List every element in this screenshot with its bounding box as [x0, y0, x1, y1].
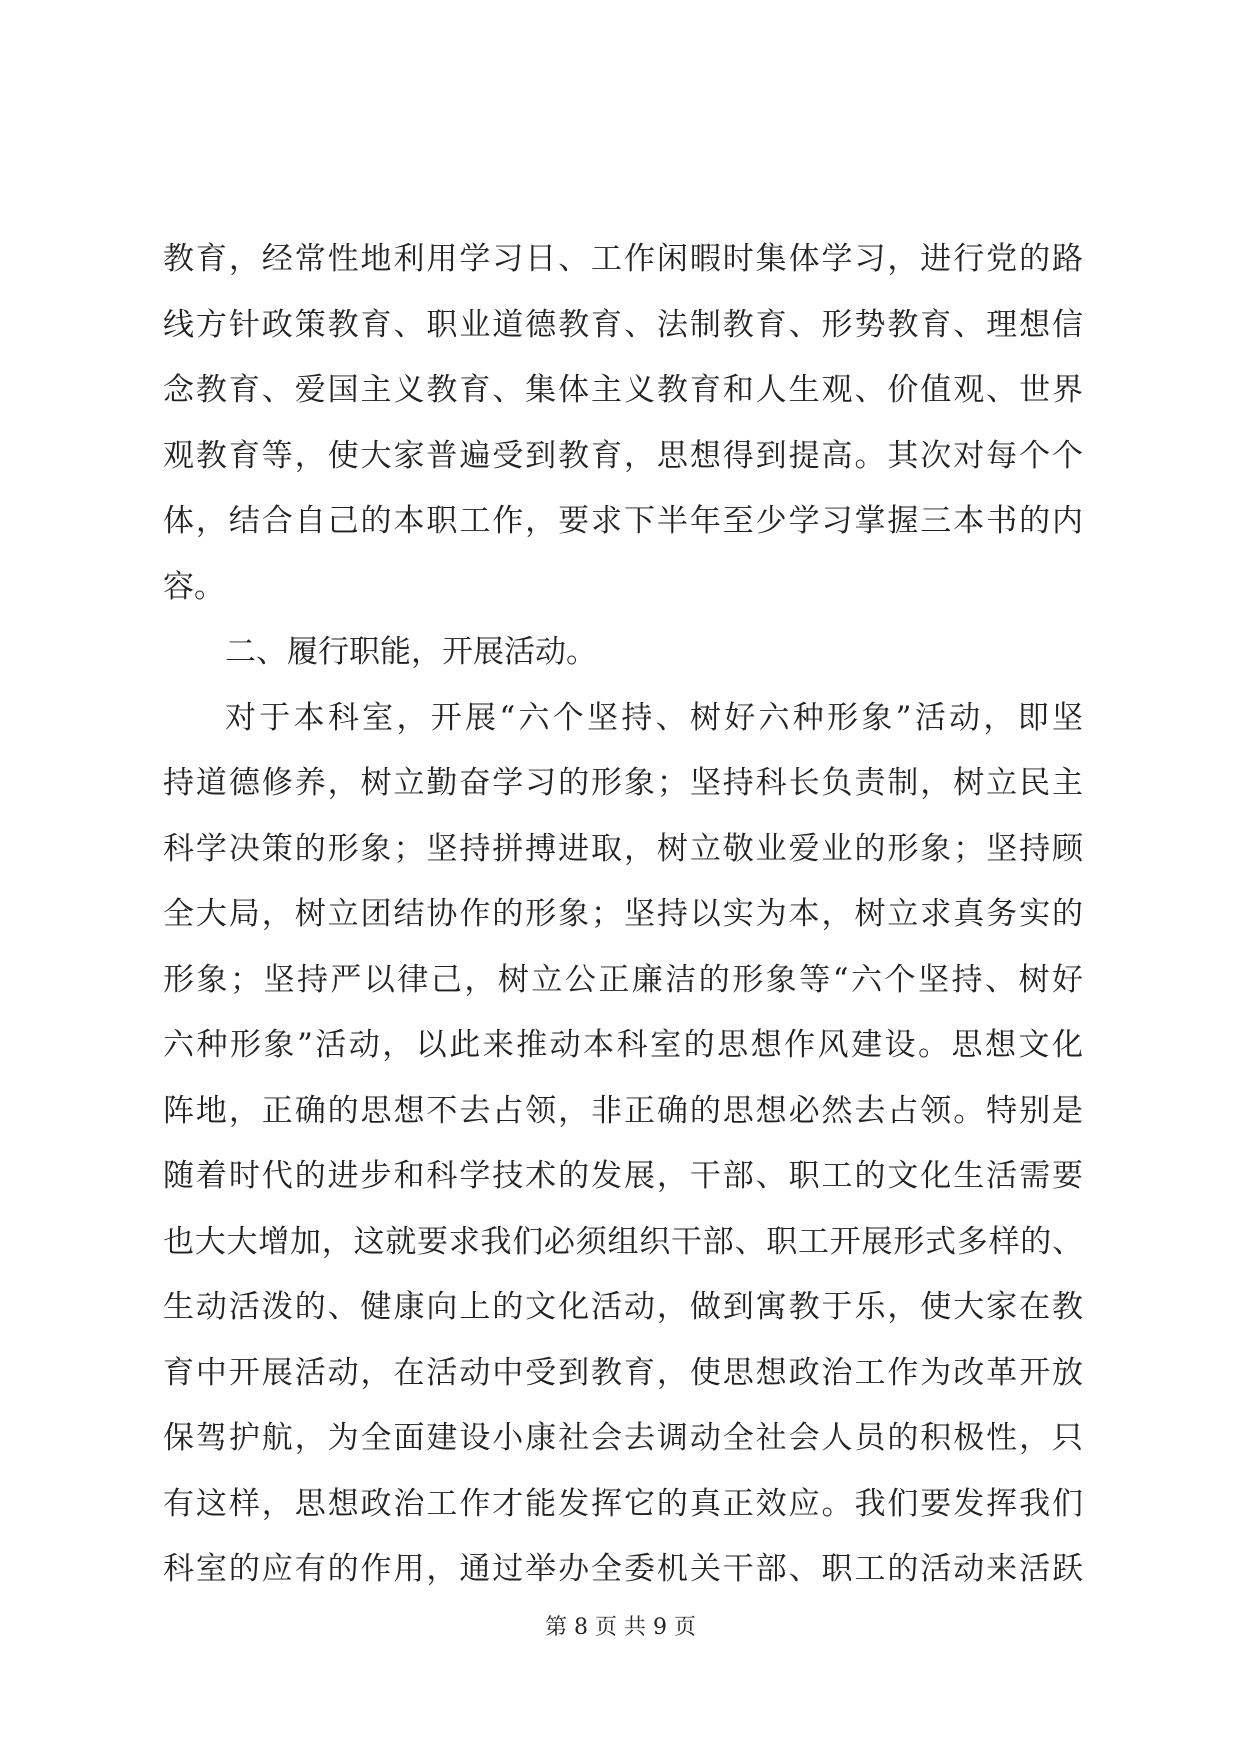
- text-line: 生动活泼的、健康向上的文化活动，做到寓教于乐，使大家在教: [163, 1289, 1083, 1325]
- text-line: 育中开展活动，在活动中受到教育，使思想政治工作为改革开放: [163, 1354, 1083, 1391]
- text-line: 持道德修养，树立勤奋学习的形象；坚持科长负责制，树立民主: [163, 765, 1083, 801]
- page-footer: 第 8 页 共 9 页: [545, 1615, 696, 1640]
- text-line: 保驾护航，为全面建设小康社会去调动全社会人员的积极性，只: [163, 1420, 1083, 1456]
- text-line: 也大大增加，这就要求我们必须组织干部、职工开展形式多样的、: [163, 1223, 1083, 1260]
- text-line: 容。: [163, 568, 225, 605]
- text-line: 观教育等，使大家普遍受到教育，思想得到提高。其次对每个个: [163, 437, 1083, 474]
- text-line: 随着时代的进步和科学技术的发展，干部、职工的文化生活需要: [163, 1158, 1083, 1194]
- text-line: 有这样，思想政治工作才能发挥它的真正效应。我们要发挥我们: [163, 1485, 1083, 1522]
- text-line: 科学决策的形象；坚持拼搏进取，树立敬业爱业的形象；坚持顾: [163, 830, 1083, 867]
- text-line: 科室的应有的作用，通过举办全委机关干部、职工的活动来活跃: [163, 1551, 1083, 1587]
- text-line: 念教育、爱国主义教育、集体主义教育和人生观、价值观、世界: [163, 372, 1083, 408]
- text-line: 阵地，正确的思想不去占领，非正确的思想必然去占领。特别是: [163, 1092, 1083, 1129]
- document-body: [163, 227, 1083, 1603]
- text-line: 全大局，树立团结协作的形象；坚持以实为本，树立求真务实的: [163, 896, 1083, 932]
- section-heading: 二、履行职能，开展活动。: [225, 634, 597, 670]
- text-line: 六种形象”活动，以此来推动本科室的思想作风建设。思想文化: [163, 1027, 1083, 1063]
- text-line: 教育，经常性地利用学习日、工作闲暇时集体学习，进行党的路: [163, 241, 1083, 277]
- text-line: 体，结合自己的本职工作，要求下半年至少学习掌握三本书的内: [163, 503, 1083, 539]
- text-line: 形象；坚持严以律己，树立公正廉洁的形象等“六个坚持、树好: [163, 961, 1083, 998]
- text-line: 线方针政策教育、职业道德教育、法制教育、形势教育、理想信: [163, 306, 1083, 343]
- text-line: 对于本科室，开展“六个坚持、树好六种形象”活动，即坚: [225, 699, 1083, 736]
